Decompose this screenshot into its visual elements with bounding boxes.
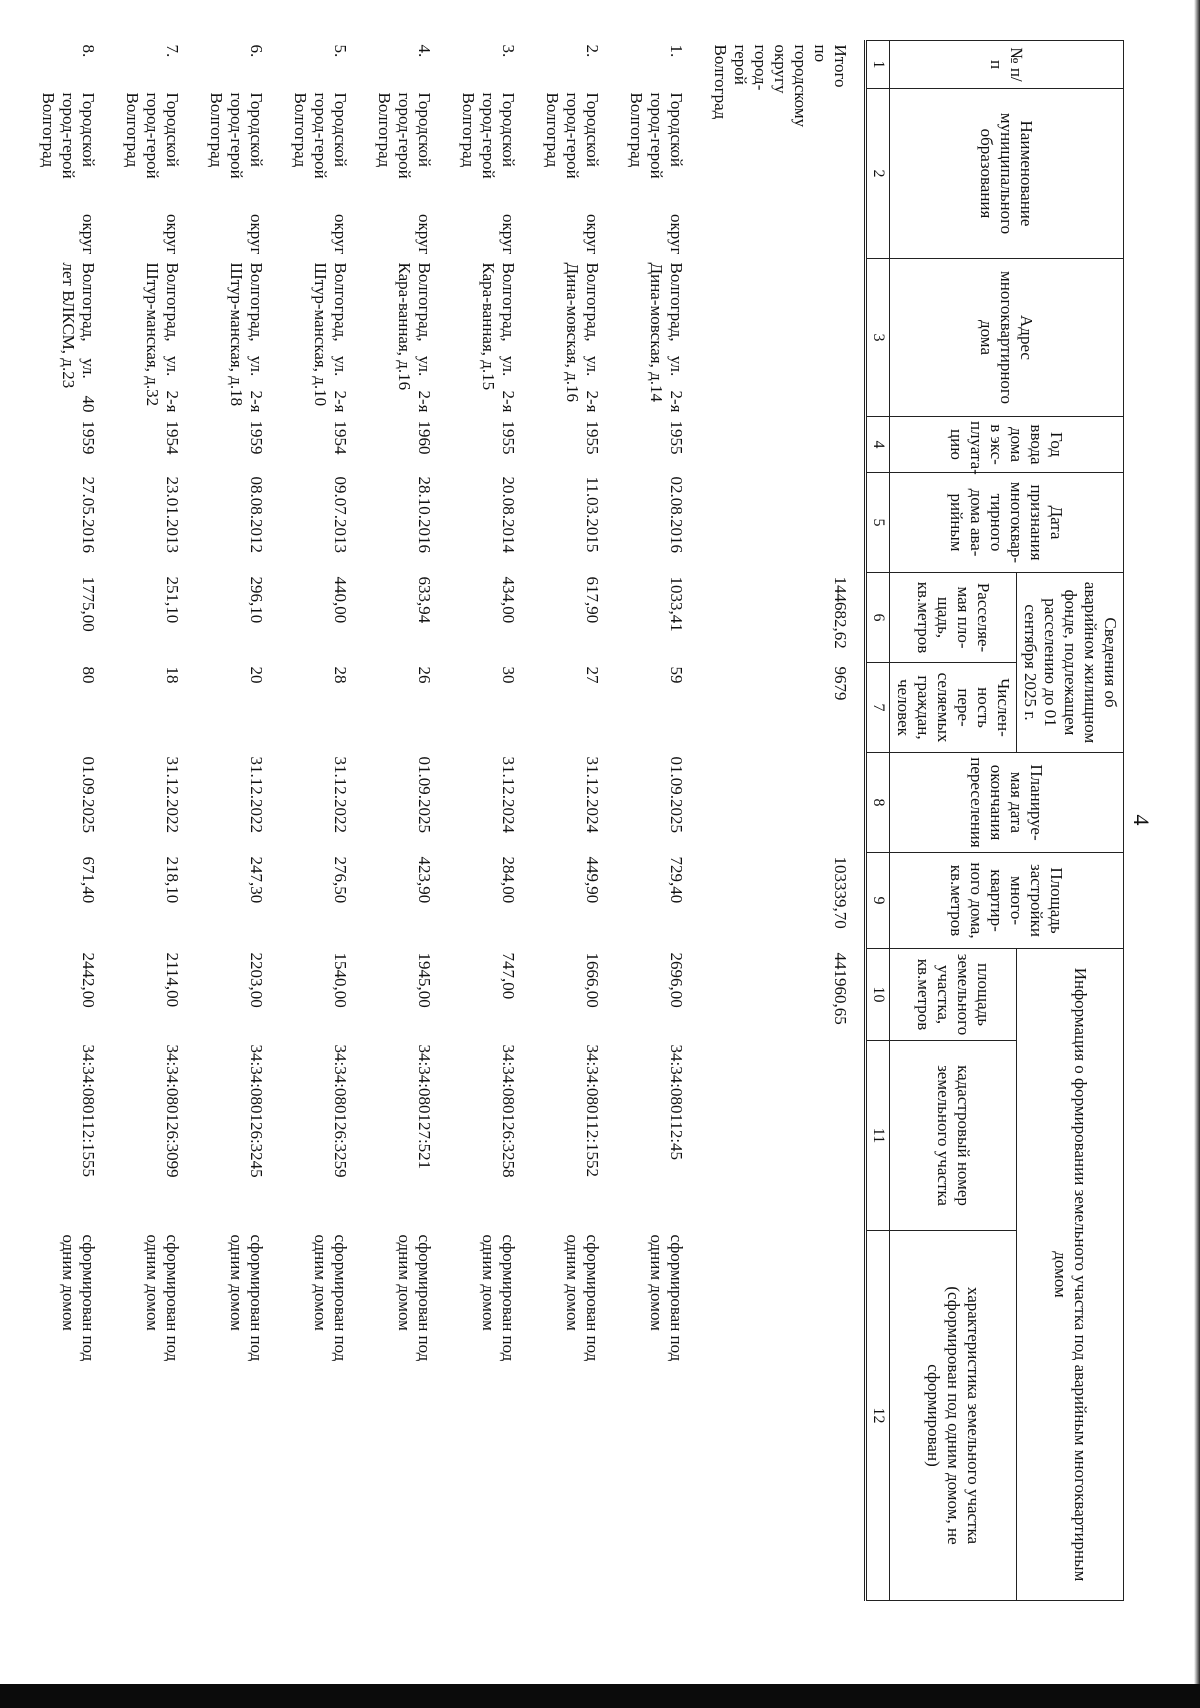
row-resettled-area: 633,94: [415, 576, 434, 624]
total-row: [700, 41, 866, 1601]
header-land-area: площадь земельного участка, кв.метров: [890, 949, 1017, 1041]
row-address: Волгоград, ул. 2-я Дина-мовская, д.16: [563, 262, 602, 413]
row-planned-end: 31.12.2022: [163, 756, 182, 833]
row-resettled-count: 26: [415, 666, 434, 684]
row-resettled-count: 59: [667, 666, 686, 684]
row-year: 1954: [331, 420, 350, 455]
header-planned-end: Планируе-мая дата окончания переселения: [890, 753, 1124, 853]
row-municipality: Городской округ город-герой Волгоград: [291, 92, 350, 255]
row-land-status: сформирован под одним домом: [59, 1234, 98, 1362]
row-building-area: 671,40: [79, 856, 98, 904]
column-number: 9: [866, 853, 890, 949]
row-year: 1954: [163, 420, 182, 455]
row-resettled-count: 18: [163, 666, 182, 684]
total-building-area: 103339,70: [831, 856, 850, 929]
row-number: 2.: [583, 44, 602, 58]
total-resettled-area: 144682,62: [831, 576, 850, 649]
row-resettled-area: 434,00: [499, 576, 518, 624]
row-year: 1955: [667, 420, 686, 455]
row-building-area: 423,90: [415, 856, 434, 904]
row-land-status: сформирован под одним домом: [311, 1234, 350, 1362]
row-land-area: 1945,00: [415, 952, 434, 1008]
row-building-area: 729,40: [667, 856, 686, 904]
row-building-area: 276,50: [331, 856, 350, 904]
column-number: 11: [866, 1041, 890, 1231]
row-land-status: сформирован под одним домом: [647, 1234, 686, 1362]
row-cadastral: 34:34:080126:3259: [331, 1044, 350, 1178]
row-land-status: сформирован под одним домом: [227, 1234, 266, 1362]
row-address: Волгоград, ул. 2-я Кара-ванная, д.16: [395, 262, 434, 413]
column-number: 6: [866, 573, 890, 663]
row-address: Волгоград, ул. 40 лет ВЛКСМ, д.23: [59, 262, 98, 413]
row-address: Волгоград, ул. 2-я Кара-ванная, д.15: [479, 262, 518, 413]
column-number: 1: [866, 41, 890, 89]
row-recognition-date: 28.10.2016: [415, 476, 434, 553]
row-recognition-date: 27.05.2016: [79, 476, 98, 553]
row-planned-end: 01.09.2025: [415, 756, 434, 833]
column-number: 5: [866, 473, 890, 573]
scan-edge-bottom: [0, 1684, 1200, 1708]
row-address: Волгоград, ул. 2-я Штур-манская, д.32: [143, 262, 182, 413]
header-resettled-count: Числен-ность пере-селяемых граждан, человек: [890, 663, 1017, 753]
row-land-area: 2114,00: [163, 952, 182, 1008]
header-address: Адрес многоквартирного дома: [890, 259, 1124, 417]
row-planned-end: 01.09.2025: [667, 756, 686, 833]
row-municipality: Городской округ город-герой Волгоград: [207, 92, 266, 255]
row-year: 1955: [499, 420, 518, 455]
row-resettled-area: 440,00: [331, 576, 350, 624]
column-number: 3: [866, 259, 890, 417]
table-row: [448, 41, 532, 1601]
row-year: 1955: [583, 420, 602, 455]
row-recognition-date: 02.08.2016: [667, 476, 686, 553]
column-number: 7: [866, 663, 890, 753]
row-municipality: Городской округ город-герой Волгоград: [543, 92, 602, 255]
total-label: Итого по городскому округу город-герой Волгоград: [711, 44, 850, 128]
table-row: [616, 41, 700, 1601]
row-land-status: сформирован под одним домом: [479, 1234, 518, 1362]
header-land-group: Информация о формировании земельного участка под аварийным многоквартирным домом: [1017, 949, 1124, 1601]
row-number: 5.: [331, 44, 350, 58]
row-resettled-count: 30: [499, 666, 518, 684]
row-land-area: 2442,00: [79, 952, 98, 1008]
row-land-area: 1666,00: [583, 952, 602, 1008]
row-planned-end: 31.12.2024: [583, 756, 602, 833]
header-resettled-area: Расселяе-мая пло-щадь, кв.метров: [890, 573, 1017, 663]
row-year: 1960: [415, 420, 434, 455]
row-resettled-area: 1033,41: [667, 576, 686, 632]
column-number: 4: [866, 417, 890, 473]
row-recognition-date: 11.03.2015: [583, 476, 602, 553]
row-municipality: Городской округ город-герой Волгоград: [459, 92, 518, 255]
row-building-area: 284,00: [499, 856, 518, 904]
row-recognition-date: 23.01.2013: [163, 476, 182, 553]
header-building-area: Площадь застройки много-квартир-ного дома, кв.метров: [890, 853, 1124, 949]
row-cadastral: 34:34:080112:1555: [79, 1044, 98, 1178]
row-recognition-date: 09.07.2013: [331, 476, 350, 553]
header-year: Год ввода дома в экс-плуата-цию: [890, 417, 1124, 473]
table-row: [280, 41, 364, 1601]
row-year: 1959: [79, 420, 98, 455]
row-resettled-area: 296,10: [247, 576, 266, 624]
scan-edge-right: [1194, 0, 1200, 1684]
table-row: [532, 41, 616, 1601]
row-building-area: 247,30: [247, 856, 266, 904]
row-land-area: 747,00: [499, 952, 518, 1000]
row-resettled-count: 28: [331, 666, 350, 684]
row-cadastral: 34:34:080127:521: [415, 1044, 434, 1170]
row-cadastral: 34:34:080126:3258: [499, 1044, 518, 1178]
row-resettled-area: 251,10: [163, 576, 182, 624]
row-land-area: 1540,00: [331, 952, 350, 1008]
header-municipality: Наименование муниципального образования: [890, 89, 1124, 259]
column-number-row: [866, 41, 890, 1601]
page-number: 4: [1129, 814, 1154, 826]
row-municipality: Городской округ город-герой Волгоград: [123, 92, 182, 255]
row-land-area: 2696,00: [667, 952, 686, 1008]
column-number: 8: [866, 753, 890, 853]
row-resettled-area: 617,90: [583, 576, 602, 624]
row-resettled-count: 80: [79, 666, 98, 684]
row-building-area: 218,10: [163, 856, 182, 904]
row-address: Волгоград, ул. 2-я Штур-манская, д.10: [311, 262, 350, 413]
row-resettled-area: 1775,00: [79, 576, 98, 632]
table-row: [112, 41, 196, 1601]
row-planned-end: 31.12.2022: [247, 756, 266, 833]
row-address: Волгоград, ул. 2-я Штур-манская, д.18: [227, 262, 266, 413]
header-recognition-date: Дата признания многоквар-тирного дома ава-рийным: [890, 473, 1124, 573]
row-year: 1959: [247, 420, 266, 455]
row-number: 6.: [247, 44, 266, 58]
row-cadastral: 34:34:080126:3245: [247, 1044, 266, 1178]
header-land-status: характеристика земельного участка (сформирован под одним домом, не сформирован): [890, 1231, 1017, 1601]
column-number: 12: [866, 1231, 890, 1601]
header-emergency-group: Сведения об аварийном жилищном фонде, подлежащем расселению до 01 сентября 2025 г.: [1017, 573, 1124, 753]
row-number: 3.: [499, 44, 518, 58]
row-recognition-date: 20.08.2014: [499, 476, 518, 553]
row-municipality: Городской округ город-герой Волгоград: [39, 92, 98, 255]
row-municipality: Городской округ город-герой Волгоград: [627, 92, 686, 255]
emergency-housing-table: [28, 40, 1124, 1601]
row-cadastral: 34:34:080112:1552: [583, 1044, 602, 1178]
row-resettled-count: 27: [583, 666, 602, 684]
row-cadastral: 34:34:080126:3099: [163, 1044, 182, 1178]
row-planned-end: 31.12.2022: [331, 756, 350, 833]
table-row: [28, 41, 112, 1601]
row-planned-end: 31.12.2024: [499, 756, 518, 833]
row-number: 8.: [79, 44, 98, 58]
column-number: 10: [866, 949, 890, 1041]
header-num: № п/п: [890, 41, 1124, 89]
row-land-area: 2203,00: [247, 952, 266, 1008]
rotated-content: [39, 40, 1154, 1600]
row-land-status: сформирован под одним домом: [143, 1234, 182, 1362]
column-number: 2: [866, 89, 890, 259]
table-row: [196, 41, 280, 1601]
total-land-area: 441960,65: [831, 952, 850, 1025]
row-recognition-date: 08.08.2012: [247, 476, 266, 553]
row-address: Волгоград, ул. 2-я Дина-мовская, д.14: [647, 262, 686, 413]
header-cadastral: кадастровый номер земельного участка: [890, 1041, 1017, 1231]
row-resettled-count: 20: [247, 666, 266, 684]
total-resettled-count: 9679: [831, 666, 850, 701]
row-planned-end: 01.09.2025: [79, 756, 98, 833]
row-land-status: сформирован под одним домом: [395, 1234, 434, 1362]
table-row: [364, 41, 448, 1601]
row-number: 1.: [667, 44, 686, 58]
row-land-status: сформирован под одним домом: [563, 1234, 602, 1362]
row-number: 7.: [163, 44, 182, 58]
row-building-area: 449,90: [583, 856, 602, 904]
row-cadastral: 34:34:080112:45: [667, 1044, 686, 1161]
row-municipality: Городской округ город-герой Волгоград: [375, 92, 434, 255]
row-number: 4.: [415, 44, 434, 58]
